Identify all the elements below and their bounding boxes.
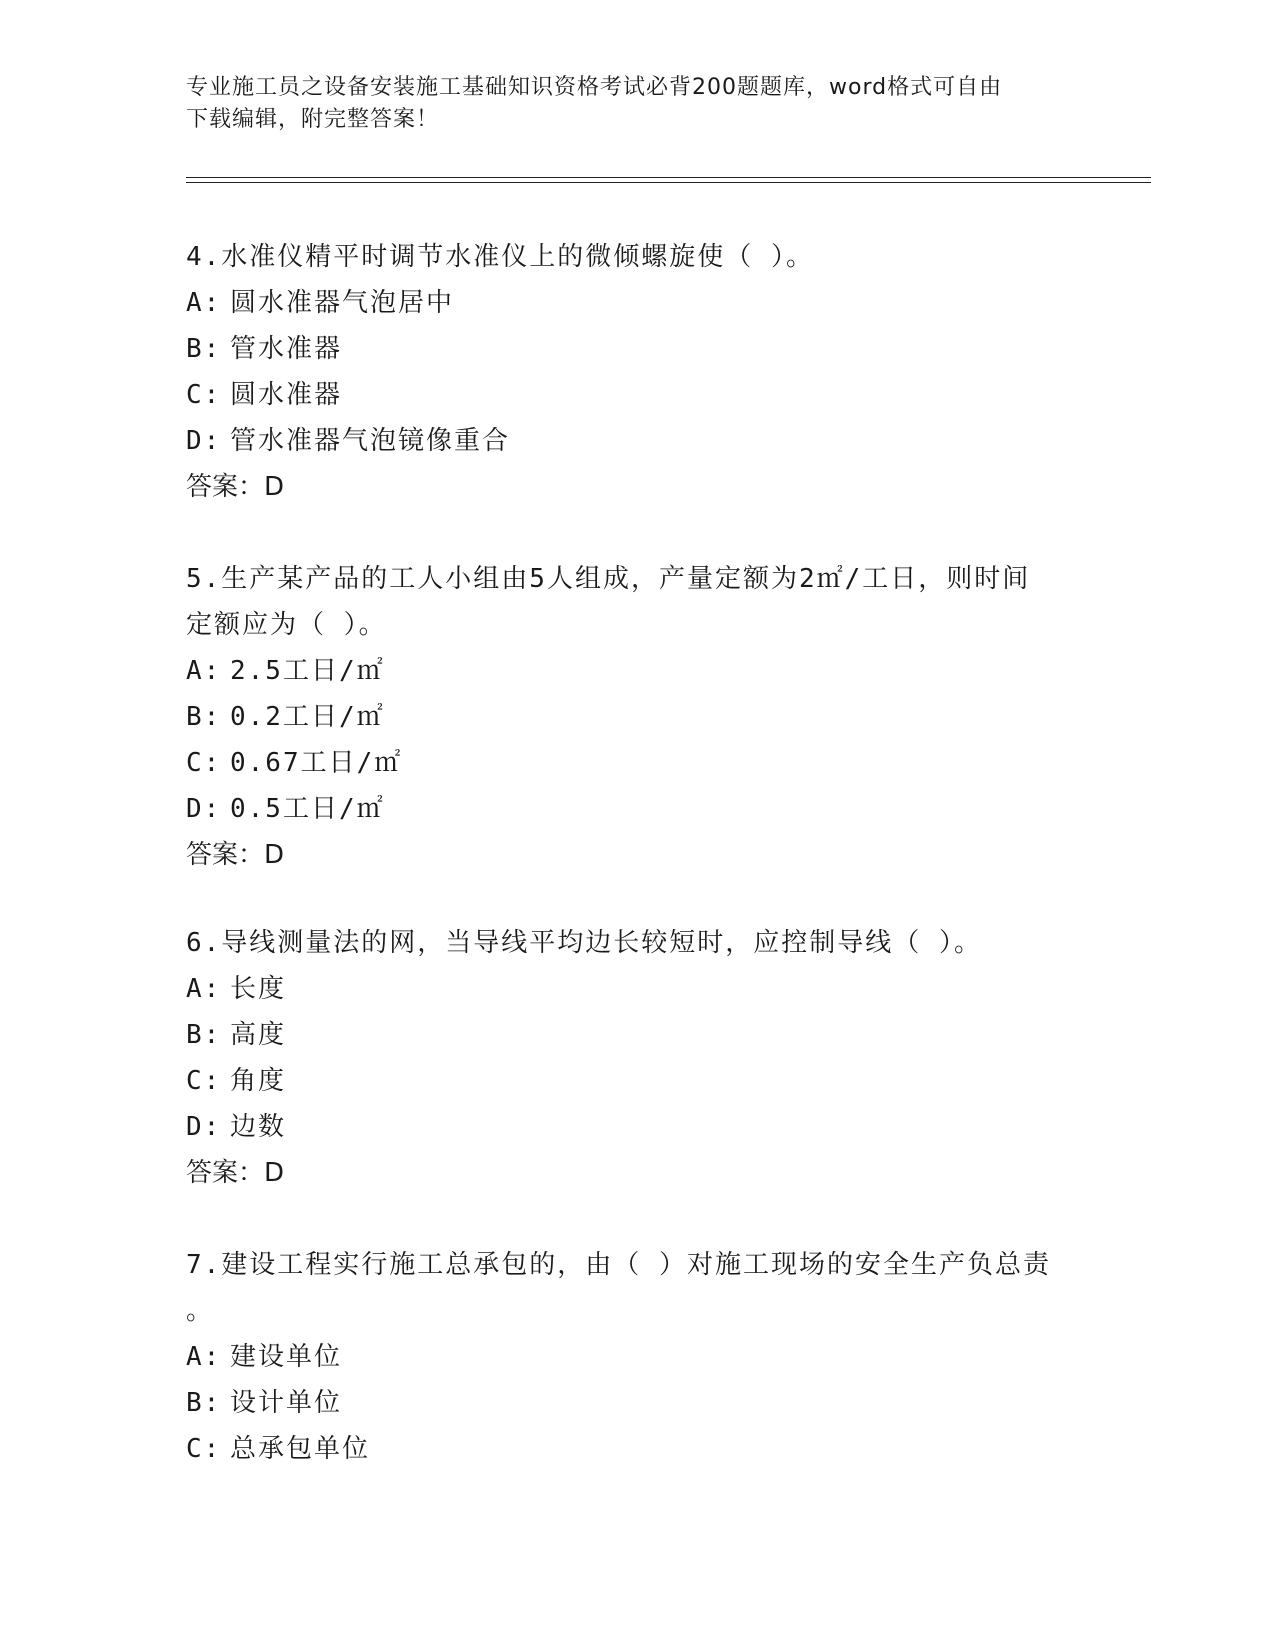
option-a [186,280,1066,326]
option-text: 圆水准器 [230,380,343,410]
answer: 答案：D [186,1158,285,1188]
option-text: 0.5工日/㎡ [230,794,385,824]
document-title [186,72,1066,136]
title-line-2: 下载编辑，附完整答案！ [186,107,440,132]
question-stem-continued: 定额应为（ ）。 [186,610,387,640]
option-c [186,740,1066,786]
question-5 [186,556,1066,878]
option-key: A: [186,974,222,1004]
option-key: C: [186,748,222,778]
option-key: B: [186,1388,222,1418]
option-b [186,326,1066,372]
option-key: B: [186,1020,222,1050]
option-text: 管水准器气泡镜像重合 [230,426,511,456]
option-b [186,694,1066,740]
option-key: C: [186,380,222,410]
option-b [186,1380,1066,1426]
option-c [186,1426,1066,1472]
question-4 [186,234,1066,510]
question-stem-continued: 。 [186,1296,215,1326]
option-key: A: [186,1342,222,1372]
question-stem: 4.水准仪精平时调节水准仪上的微倾螺旋使（ ）。 [186,242,814,272]
option-key: B: [186,334,222,364]
option-a [186,966,1066,1012]
question-stem: 7.建设工程实行施工总承包的，由（ ）对施工现场的安全生产负总责 [186,1250,1051,1280]
header-divider-bottom [186,182,1151,183]
option-b [186,1012,1066,1058]
option-text: 建设单位 [230,1342,343,1372]
option-text: 总承包单位 [230,1434,371,1464]
option-a [186,1334,1066,1380]
option-key: A: [186,288,222,318]
header-divider-top [186,177,1151,178]
option-d [186,786,1066,832]
option-key: B: [186,702,222,732]
option-text: 长度 [230,974,287,1004]
option-text: 边数 [230,1112,287,1142]
option-key: D: [186,794,222,824]
question-stem: 6.导线测量法的网，当导线平均边长较短时，应控制导线（ ）。 [186,928,982,958]
option-text: 2.5工日/㎡ [230,656,385,686]
question-6 [186,920,1066,1196]
option-text: 0.2工日/㎡ [230,702,385,732]
answer: 答案：D [186,472,285,502]
option-text: 角度 [230,1066,287,1096]
option-d [186,1104,1066,1150]
option-key: C: [186,1066,222,1096]
option-d [186,418,1066,464]
option-key: A: [186,656,222,686]
option-key: D: [186,1112,222,1142]
option-text: 管水准器 [230,334,343,364]
option-key: C: [186,1434,222,1464]
answer: 答案：D [186,840,285,870]
option-text: 高度 [230,1020,287,1050]
option-text: 设计单位 [230,1388,343,1418]
question-7 [186,1242,1066,1472]
option-key: D: [186,426,222,456]
title-line-1: 专业施工员之设备安装施工基础知识资格考试必背200题题库，word格式可自由 [186,75,1003,100]
option-text: 0.67工日/㎡ [230,748,403,778]
question-stem: 5.生产某产品的工人小组由5人组成，产量定额为2㎡/工日，则时间 [186,564,1031,594]
option-a [186,648,1066,694]
option-c [186,372,1066,418]
option-c [186,1058,1066,1104]
option-text: 圆水准器气泡居中 [230,288,455,318]
